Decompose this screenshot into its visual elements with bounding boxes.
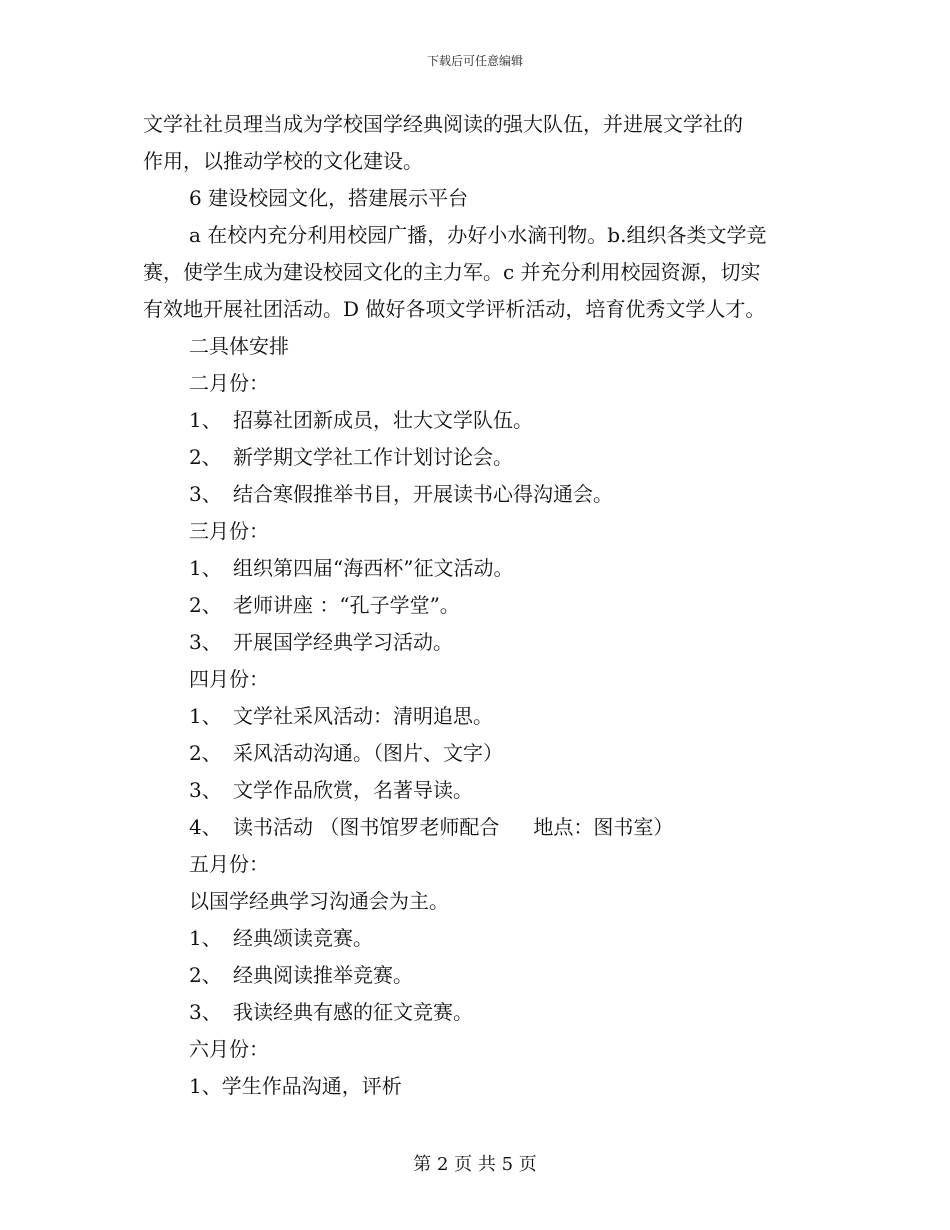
list-item-text: 招募社团新成员，壮大文学队伍。 <box>233 408 533 432</box>
month-title-jun: 六月份： <box>189 1037 269 1061</box>
list-item <box>143 735 808 772</box>
list-item <box>143 624 808 661</box>
month-intro: 以国学经典学习沟通会为主。 <box>189 889 449 913</box>
list-item-text: 经典阅读推举竞赛。 <box>233 963 413 987</box>
paragraph-line: 作用，以推动学校的文化建设。 <box>143 149 423 173</box>
list-item <box>143 994 808 1031</box>
list-item <box>143 698 808 735</box>
list-item-number: 2、 <box>189 593 222 617</box>
page-header: 下载后可任意编辑 <box>426 54 523 68</box>
list-item-number: 2、 <box>189 741 222 765</box>
list-item-number: 3、 <box>189 778 222 802</box>
paragraph-line: a 在校内充分利用校园广播，办好小水滴刊物。b.组织各类文学竞 <box>189 223 767 247</box>
list-item <box>143 439 808 476</box>
list-item-text: 经典颂读竞赛。 <box>233 926 373 950</box>
list-item <box>143 957 808 994</box>
paragraph-line: 赛，使学生成为建设校园文化的主力军。c 并充分利用校园资源，切实 <box>143 260 761 284</box>
list-item-number: 3、 <box>189 630 222 654</box>
list-item <box>143 550 808 587</box>
list-item-number: 3、 <box>189 482 222 506</box>
list-item-number: 1、 <box>189 556 222 580</box>
list-item-text: 结合寒假推举书目，开展读书心得沟通会。 <box>233 482 613 506</box>
list-item-text: 组织第四届“海西杯”征文活动。 <box>233 556 514 580</box>
list-item <box>143 920 808 957</box>
list-item-text: 我读经典有感的征文竞赛。 <box>233 1000 473 1024</box>
list-item <box>143 402 808 439</box>
month-title-mar: 三月份： <box>189 519 269 543</box>
list-item-text: 读书活动 （图书馆罗老师配合 <box>233 815 500 839</box>
list-item-text: 文学社采风活动：清明追思。 <box>233 704 493 728</box>
list-item-text: 采风活动沟通。（图片、文字） <box>233 741 503 765</box>
month-title-apr: 四月份： <box>189 667 269 691</box>
list-item-number: 1、 <box>189 704 222 728</box>
document-body <box>143 106 808 1105</box>
list-item-number: 1、 <box>189 926 222 950</box>
list-item-number: 4、 <box>189 815 222 839</box>
paragraph-line: 有效地开展社团活动。D 做好各项文学评析活动，培育优秀文学人才。 <box>143 297 766 321</box>
paragraph-line: 文学社社员理当成为学校国学经典阅读的强大队伍，并进展文学社的 <box>143 112 743 136</box>
list-item-text: 文学作品欣赏，名著导读。 <box>233 778 473 802</box>
list-item-text: 新学期文学社工作计划讨论会。 <box>233 445 513 469</box>
list-item-number: 2、 <box>189 963 222 987</box>
list-item <box>143 476 808 513</box>
list-item-number: 3、 <box>189 1000 222 1024</box>
month-title-feb: 二月份： <box>189 371 269 395</box>
section-heading: 6 建设校园文化，搭建展示平台 <box>189 186 469 210</box>
list-item <box>143 587 808 624</box>
section-heading: 二具体安排 <box>189 334 289 358</box>
list-item-location: 地点：图书室） <box>533 815 674 839</box>
list-item: 1、学生作品沟通，评析 <box>189 1074 402 1098</box>
list-item <box>143 809 808 846</box>
list-item-number: 1、 <box>189 408 222 432</box>
list-item <box>143 772 808 809</box>
page-number: 第 2 页 共 5 页 <box>413 1154 537 1175</box>
list-item-text: 老师讲座 ：“孔子学堂”。 <box>233 593 460 617</box>
list-item-text: 开展国学经典学习活动。 <box>233 630 453 654</box>
list-item-number: 2、 <box>189 445 222 469</box>
month-title-may: 五月份： <box>189 852 269 876</box>
